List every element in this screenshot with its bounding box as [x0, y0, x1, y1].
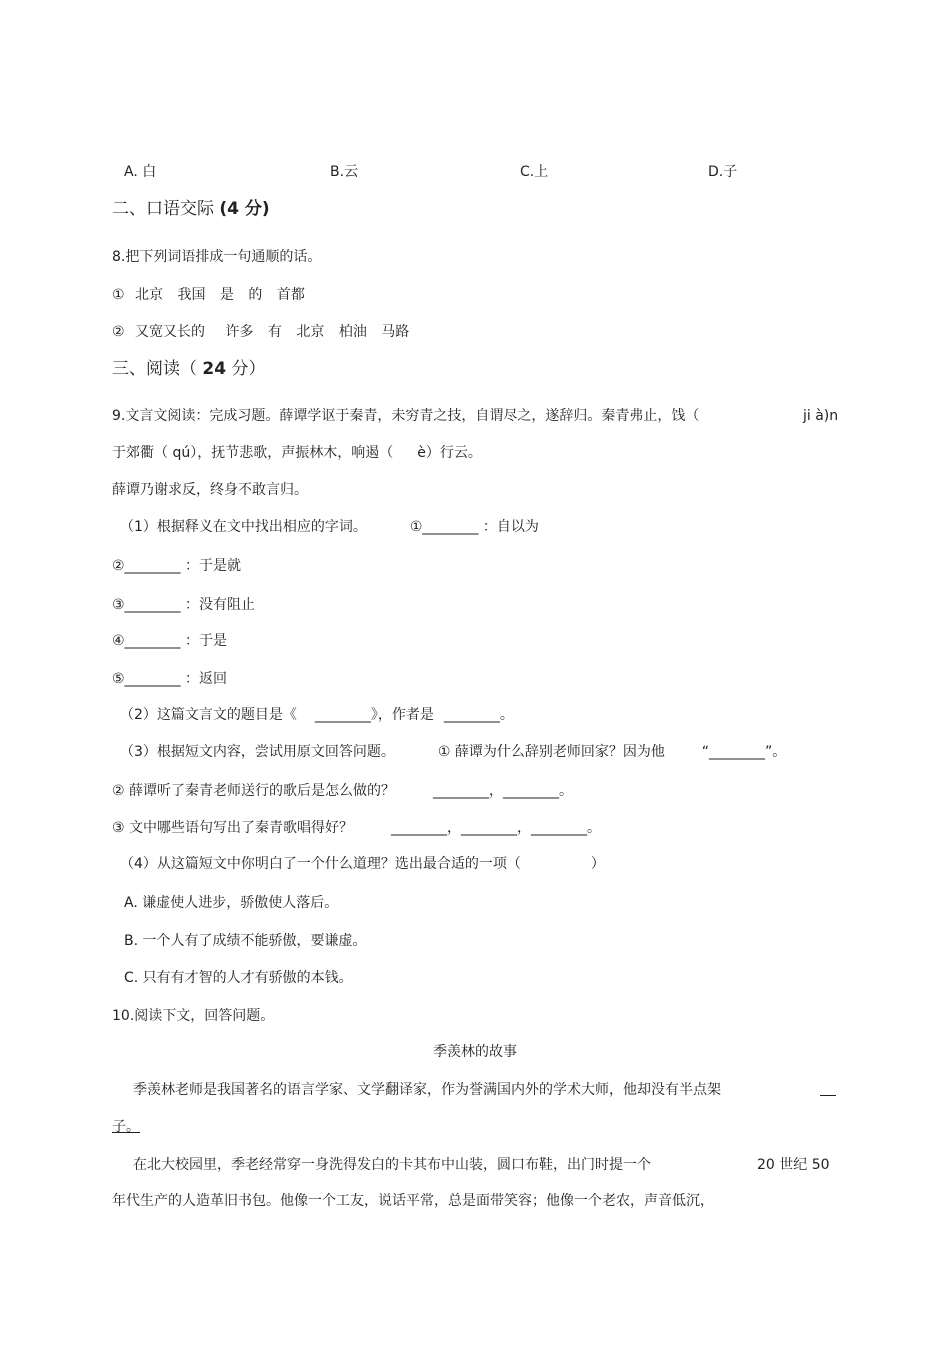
passage-text: 于郊衢（ qú），抚节悲歌，声振林木，响遏（	[112, 445, 394, 461]
choice-c: C. 只有有才智的人才有骄傲的本钱。	[124, 970, 353, 986]
question-8-stem: 8.把下列词语排成一句通顺的话。	[112, 249, 322, 265]
word: 的	[248, 287, 263, 303]
option-d	[708, 163, 737, 181]
option-text: 白	[142, 164, 157, 180]
article-paragraph: 年代生产的人造革旧书包。他像一个工友，说话平常，总是面带笑容；他像一个老农，声音低沉，	[112, 1193, 714, 1209]
fill-blank-item: ③________ ：没有阻止	[112, 597, 256, 613]
pinyin-annotation: ji à)n	[803, 408, 839, 424]
word: 马路	[381, 324, 410, 340]
question-10-stem: 10.阅读下文，回答问题。	[112, 1008, 275, 1024]
question-8-item-1	[112, 286, 305, 304]
word: 北京	[296, 324, 325, 340]
article-number: 20 世纪 50	[757, 1157, 830, 1173]
sub-question-label: （4）从这篇短文中你明白了一个什么道理？选出最合适的一项（	[120, 856, 521, 872]
article-title: 季羡林的故事	[433, 1044, 517, 1060]
word: 柏油	[338, 324, 367, 340]
word: 是	[219, 287, 234, 303]
sub-question-3-part-2	[112, 782, 573, 800]
word: 首都	[276, 287, 305, 303]
sub-question-text: ③ 文中哪些语句写出了秦青歌唱得好？	[112, 820, 353, 836]
fill-blank-item: ①________ ：自以为	[409, 519, 539, 535]
section-heading-text: 二、口语交际	[112, 199, 214, 219]
option-letter: C.	[520, 164, 535, 180]
word: 我国	[177, 287, 206, 303]
option-text: 子	[723, 164, 738, 180]
section-heading-text: 三、阅读（	[112, 359, 197, 379]
section-heading-oral	[112, 198, 270, 220]
word: 有	[267, 324, 282, 340]
option-text: 云	[344, 164, 359, 180]
passage-line: 薛谭乃谢求反，终身不敢言归。	[112, 482, 308, 498]
fill-blank-item: ④________ ：于是	[112, 633, 228, 649]
word: 北京	[135, 287, 164, 303]
section-heading-reading	[112, 358, 265, 380]
section-heading-suffix: 分）	[231, 359, 266, 379]
sub-question-3	[120, 743, 786, 761]
sub-question-text: ________》，作者是	[314, 707, 434, 723]
choice-b: B. 一个人有了成绩不能骄傲，要谦虚。	[124, 933, 367, 949]
section-heading-score: (4 分)	[219, 199, 270, 219]
option-text: 上	[534, 164, 549, 180]
option-letter: B.	[330, 164, 345, 180]
question-8-item-2	[112, 323, 409, 341]
word: 许多	[225, 324, 254, 340]
answer-blank: ________，________，________。	[391, 820, 601, 836]
article-paragraph: 在北大校园里，季老经常穿一身洗得发白的卡其布中山装，圆口布鞋，出门时提一个	[133, 1157, 651, 1173]
underline-mark	[820, 1081, 836, 1096]
fill-blank-item: ⑤________ ：返回	[112, 671, 228, 687]
sub-question-text: ② 薛谭听了秦青老师送行的歌后是怎么做的？	[112, 783, 395, 799]
fill-blank-item: ②________ ：于是就	[112, 558, 242, 574]
answer-blank: ________，________。	[433, 783, 573, 799]
item-number: ①	[112, 287, 125, 303]
sub-question-close: ）	[590, 856, 605, 872]
section-heading-score: 24	[202, 359, 227, 379]
sub-question-text: ① 薛谭为什么辞别老师回家？因为他	[437, 744, 665, 760]
sub-question-1	[120, 518, 539, 536]
sub-question-2	[120, 706, 514, 724]
option-a	[124, 163, 156, 181]
sub-question-3-part-3	[112, 819, 601, 837]
sub-question-label: （1）根据释义在文中找出相应的字词。	[120, 519, 367, 535]
item-number: ②	[112, 324, 125, 340]
passage-text: è）行云。	[417, 445, 482, 461]
option-c	[520, 163, 548, 181]
passage-line	[112, 444, 482, 462]
answer-blank: “________”。	[701, 744, 787, 760]
question-9-stem: 9.文言文阅读：完成习题。薛谭学讴于秦青，未穷青之技，自谓尽之，遂辞归。秦青弗止，饯（	[112, 408, 700, 424]
choice-a: A. 谦虚使人进步，骄傲使人落后。	[124, 895, 339, 911]
sub-question-text: （2）这篇文言文的题目是《	[120, 707, 297, 723]
word: 又宽又长的	[135, 324, 206, 340]
option-letter: A.	[124, 164, 138, 180]
sub-question-label: （3）根据短文内容，尝试用原文回答问题。	[120, 744, 395, 760]
option-b	[330, 163, 358, 181]
sub-question-4	[120, 855, 605, 873]
sub-question-text: ________。	[443, 707, 514, 723]
option-letter: D.	[708, 164, 724, 180]
article-paragraph: 季羡林老师是我国著名的语言学家、文学翻译家，作为誉满国内外的学术大师，他却没有半点架	[133, 1082, 721, 1098]
article-paragraph-tail: 子。	[112, 1119, 140, 1135]
